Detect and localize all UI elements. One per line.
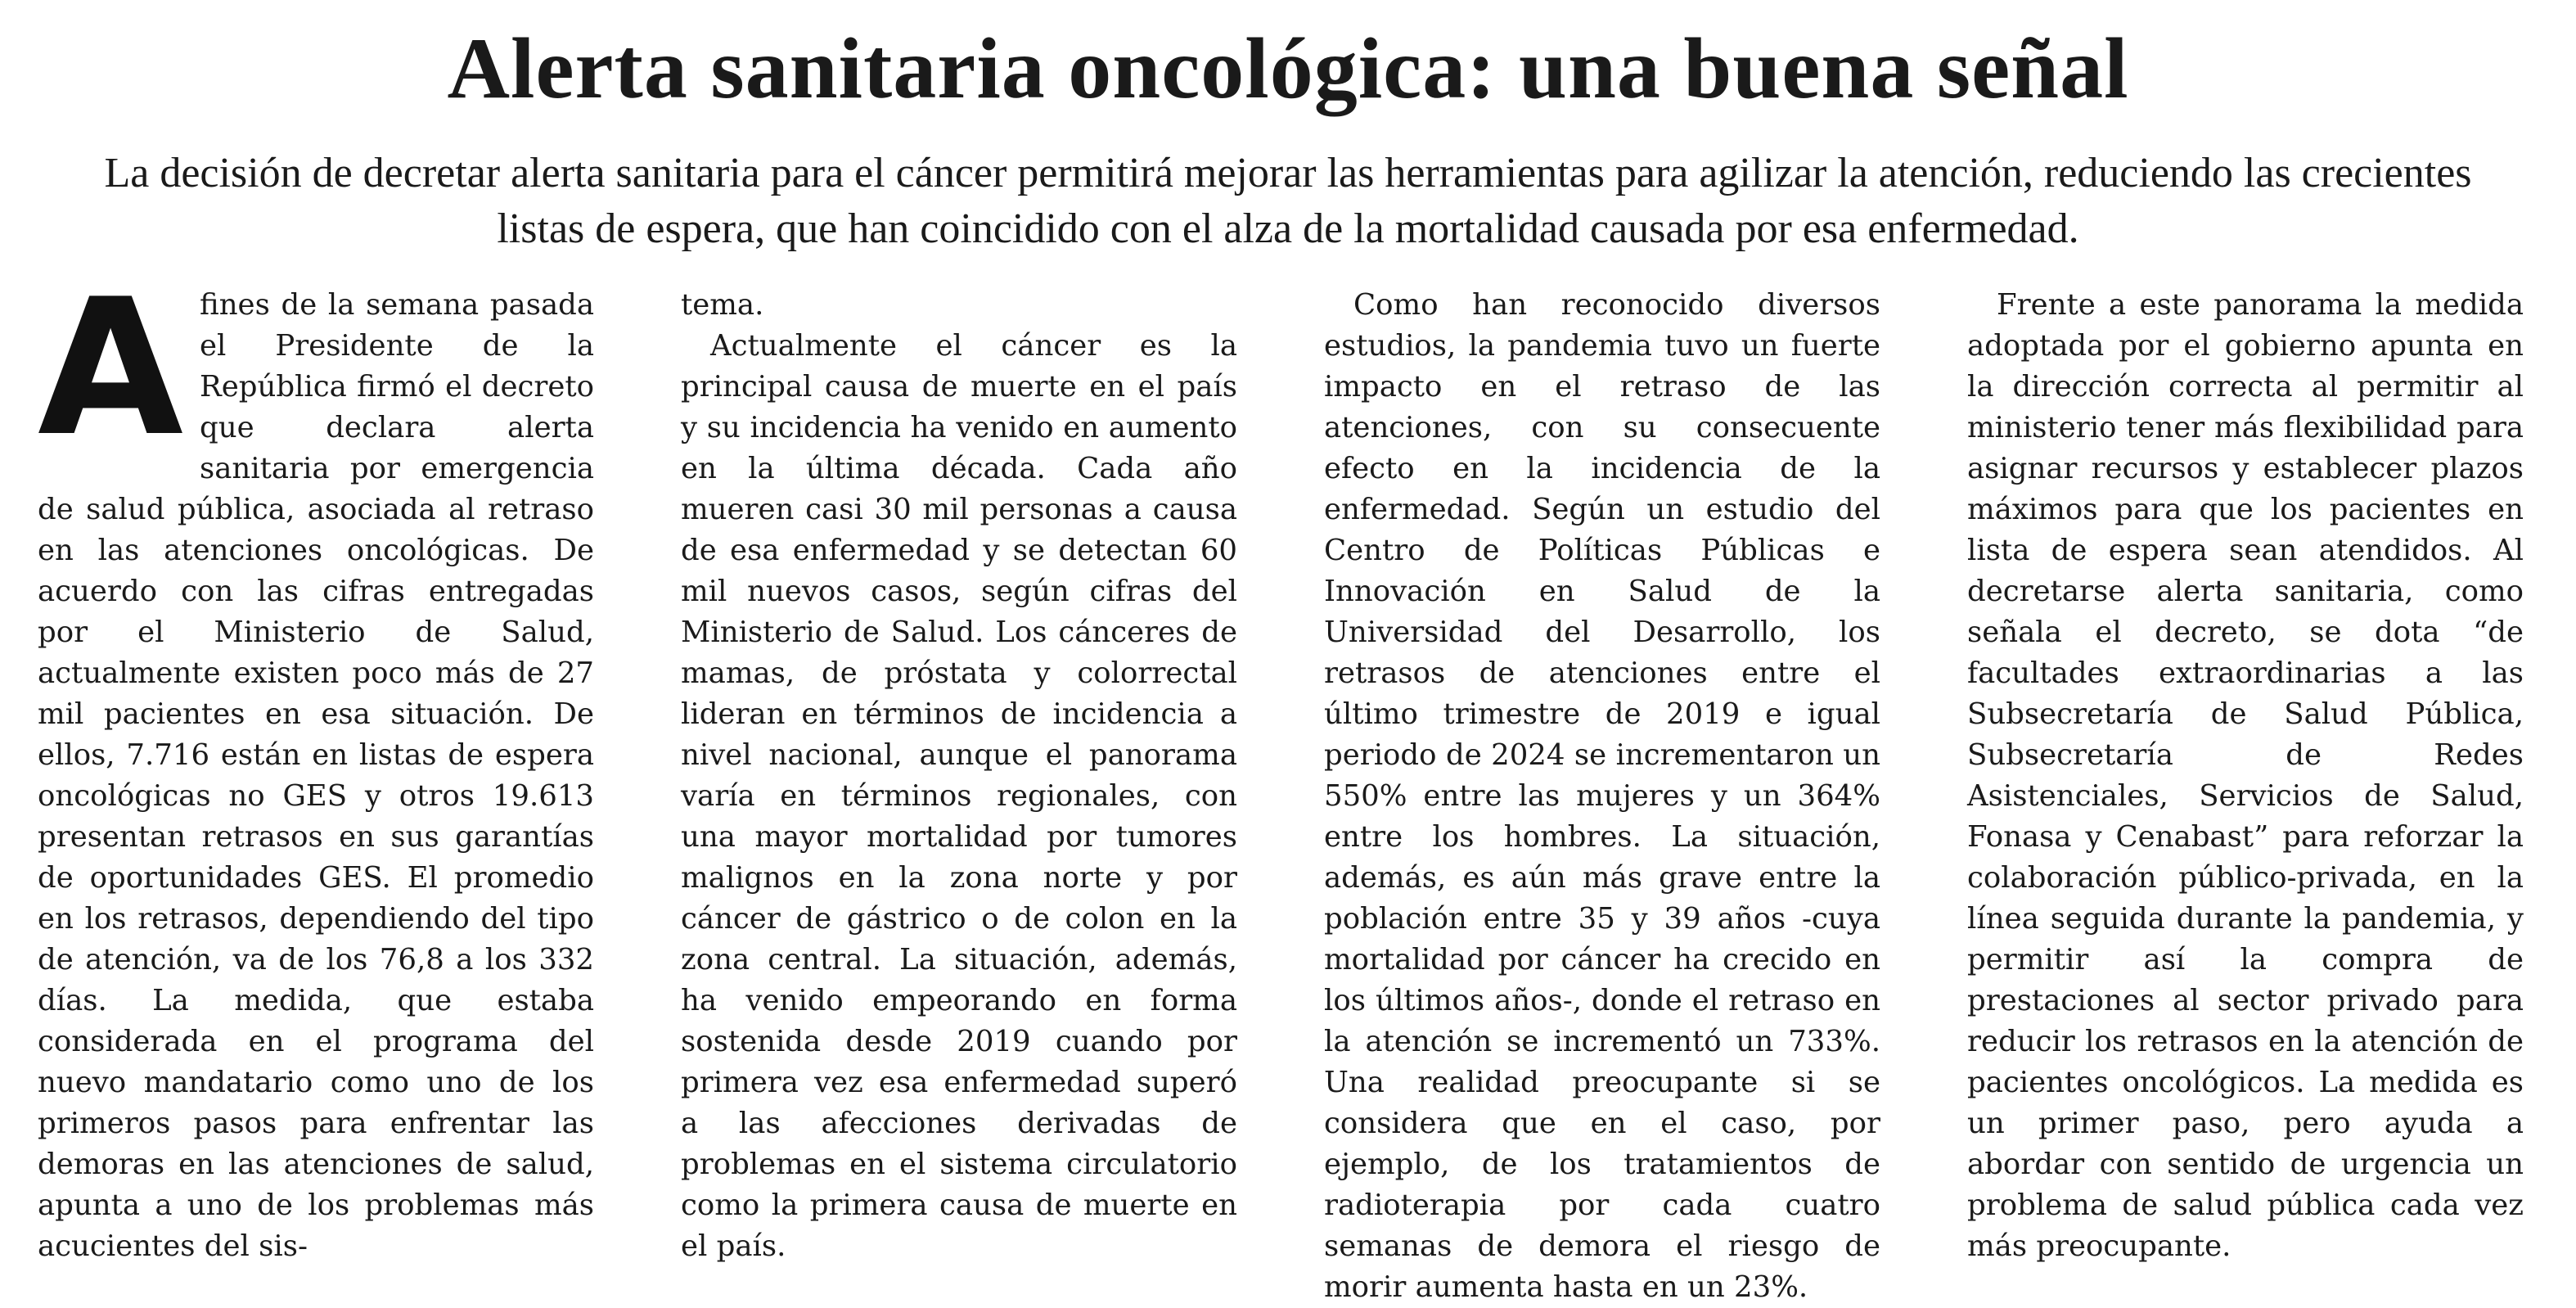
article-body: [38, 259, 2524, 1304]
paragraph: Como han reconocido diversos estudios, la pandemia tuvo un fuerte impacto en el retraso de las atenciones, con su consecuente efecto en la incidencia de la enfermedad. Según un estudio del Centro de Políticas Públicas e Innovación en Salud de la Universidad del Desarrollo, los retrasos de atenciones entre el último trimestre de 2019 e igual periodo de 2024 se incrementaron un 550% entre las mujeres y un 364% entre los hombres. La situación, además, es aún más grave entre la población entre 35 y 39 años -cuya mortalidad por cáncer ha crecido en los últimos años-, donde el retraso en la atención se incrementó un 733%. Una realidad preocupante si se considera que en el caso, por ejemplo, de los tratamientos de radioterapia por cada cuatro semanas de demora el riesgo de morir aumenta hasta en un 23%.: [1324, 288, 1880, 1304]
paragraph-continuation: tema.: [681, 288, 764, 322]
paragraph: Actualmente el cáncer es la principal causa de muerte en el país y su incidencia ha venido en aumento en la última década. Cada año mueren casi 30 mil personas a causa de esa enfermedad y se detectan 60 mil nuevos casos, según cifras del Ministerio de Salud. Los cánceres de mamas, de próstata y colorrectal lideran en términos de incidencia a nivel nacional, aunque el panorama varía en términos regionales, con una mayor mortalidad por tumores malignos en la zona norte y por cáncer de gástrico o de colon en la zona central. La situación, además, ha venido empeorando en forma sostenida desde 2019 cuando por primera vez esa enfermedad superó a las afecciones derivadas de problemas en el sistema circulatorio como la primera causa de muerte en el país.: [681, 329, 1237, 1263]
article-column-3: [1324, 285, 1880, 1304]
drop-cap: A: [38, 259, 184, 478]
paragraph: Frente a este panorama la medida adoptada por el gobierno apunta en la dirección correcta al permitir al ministerio tener más flexibilidad para asignar recursos y establecer plazos máximos para que los pacientes en lista de espera sean atendidos. Al decretarse alerta sanitaria, como señala el decreto, se dota “de facultades extraordinarias a las Subsecretaría de Salud Pública, Subsecretaría de Redes Asistenciales, Servicios de Salud, Fonasa y Cenabast” para reforzar la colaboración público-privada, en la línea seguida durante la pandemia, y permitir así la compra de prestaciones al sector privado para reducir los retrasos en la atención de pacientes oncológicos. La medida es un primer paso, pero ayuda a abordar con sentido de urgencia un problema de salud pública cada vez más preocupante.: [1967, 288, 2524, 1263]
paragraph-text: fines de la semana pasada el Presidente de la República firmó el decreto que declara alerta sanitaria por emergencia de salud pública, asociada al retraso en las atenciones oncológicas. De acuerdo con las cifras entregadas por el Ministerio de Salud, actualmente existen poco más de 27 mil pacientes en esa situación. De ellos, 7.716 están en listas de espera oncológicas no GES y otros 19.613 presentan retrasos en sus garantías de oportunidades GES. El promedio en los retrasos, dependiendo del tipo de atención, va de los 76,8 a los 332 días. La medida, que estaba considerada en el programa del nuevo mandatario como uno de los primeros pasos para enfrentar las demoras en las atenciones de salud, apunta a uno de los problemas más acucientes del sis-: [38, 288, 594, 1263]
article-column-2: [681, 285, 1237, 1263]
paragraph: [38, 259, 594, 1267]
article-headline: Alerta sanitaria oncológica: una buena señal: [447, 20, 2129, 116]
article-column-4: [1967, 285, 2524, 1263]
article-subheadline: La decisión de decretar alerta sanitaria para el cáncer permitirá mejorar las herramientas para agilizar la atención, reduciendo las crecientes listas de espera, que han coincidido con el alza de la mortalidad causada por esa enfermedad.: [104, 150, 2472, 253]
article-column-1: [38, 259, 594, 1263]
